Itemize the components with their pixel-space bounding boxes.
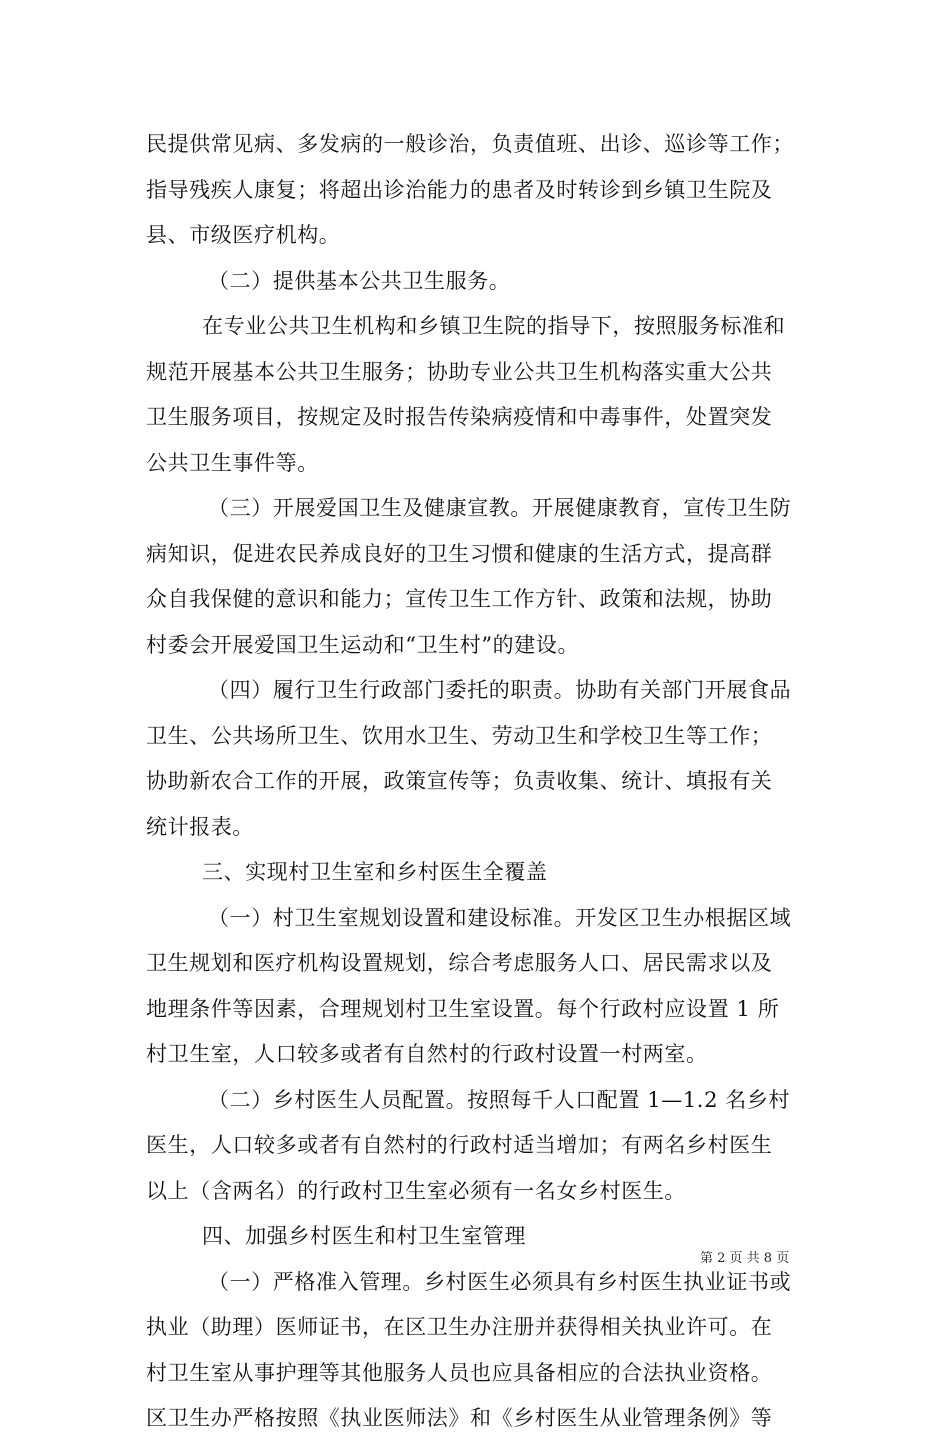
section-heading: 四、加强乡村医生和村卫生室管理: [202, 1224, 526, 1248]
text-line: 卫生服务项目，按规定及时报告传染病疫情和中毒事件，处置突发: [146, 405, 773, 429]
text-line: 以上（含两名）的行政村卫生室必须有一名女乡村医生。: [146, 1178, 686, 1203]
text-line: 民提供常见病、多发病的一般诊治，负责值班、出诊、巡诊等工作；: [146, 132, 794, 156]
text-line: （四）履行卫生行政部门委托的职责。协助有关部门开展食品: [208, 678, 792, 702]
text-line: 卫生、公共场所卫生、饮用水卫生、劳动卫生和学校卫生等工作；: [146, 723, 773, 748]
text-line: 地理条件等因素，合理规划村卫生室设置。每个行政村应设置 1 所: [146, 996, 780, 1021]
text-line: 公共卫生事件等。: [146, 450, 319, 475]
text-line: 众自我保健的意识和能力；宣传卫生工作方针、政策和法规，协助: [146, 587, 773, 611]
text-line: 卫生规划和医疗机构设置规划，综合考虑服务人口、居民需求以及: [146, 951, 773, 975]
document-body: [146, 122, 810, 1442]
text-line: （三）开展爱国卫生及健康宣教。开展健康教育，宣传卫生防: [208, 496, 792, 520]
text-line: （一）村卫生室规划设置和建设标准。开发区卫生办根据区域: [208, 905, 792, 930]
text-line: 村委会开展爱国卫生运动和“卫生村”的建设。: [146, 632, 580, 657]
text-line: （一）严格准入管理。乡村医生必须具有乡村医生执业证书或: [208, 1269, 792, 1294]
section-heading: 三、实现村卫生室和乡村医生全覆盖: [202, 860, 548, 884]
text-line: 协助新农合工作的开展，政策宣传等；负责收集、统计、填报有关: [146, 769, 773, 793]
text-line: 病知识，促进农民养成良好的卫生习惯和健康的生活方式，提高群: [146, 541, 773, 566]
text-line: 村卫生室，人口较多或者有自然村的行政村设置一村两室。: [146, 1042, 708, 1066]
text-line: 区卫生办严格按照《执业医师法》和《乡村医生从业管理条例》等: [146, 1406, 773, 1430]
text-line: 医生，人口较多或者有自然村的行政村适当增加；有两名乡村医生: [146, 1133, 773, 1157]
text-line: 在专业公共卫生机构和乡镇卫生院的指导下，按照服务标准和: [202, 314, 786, 338]
text-line: 规范开展基本公共卫生服务；协助专业公共卫生机构落实重大公共: [146, 359, 773, 384]
text-line: 统计报表。: [146, 814, 254, 839]
section-heading: （二）提供基本公共卫生服务。: [208, 268, 511, 293]
text-line: 县、市级医疗机构。: [146, 223, 341, 247]
page-number: 第 2 页 共 8 页: [700, 1251, 790, 1266]
text-line: （二）乡村医生人员配置。按照每千人口配置 1—1.2 名乡村: [208, 1087, 791, 1112]
text-line: 村卫生室从事护理等其他服务人员也应具备相应的合法执业资格。: [146, 1360, 773, 1385]
text-line: 执业（助理）医师证书，在区卫生办注册并获得相关执业许可。在: [146, 1315, 773, 1339]
text-line: 指导残疾人康复；将超出诊治能力的患者及时转诊到乡镇卫生院及: [146, 177, 773, 202]
